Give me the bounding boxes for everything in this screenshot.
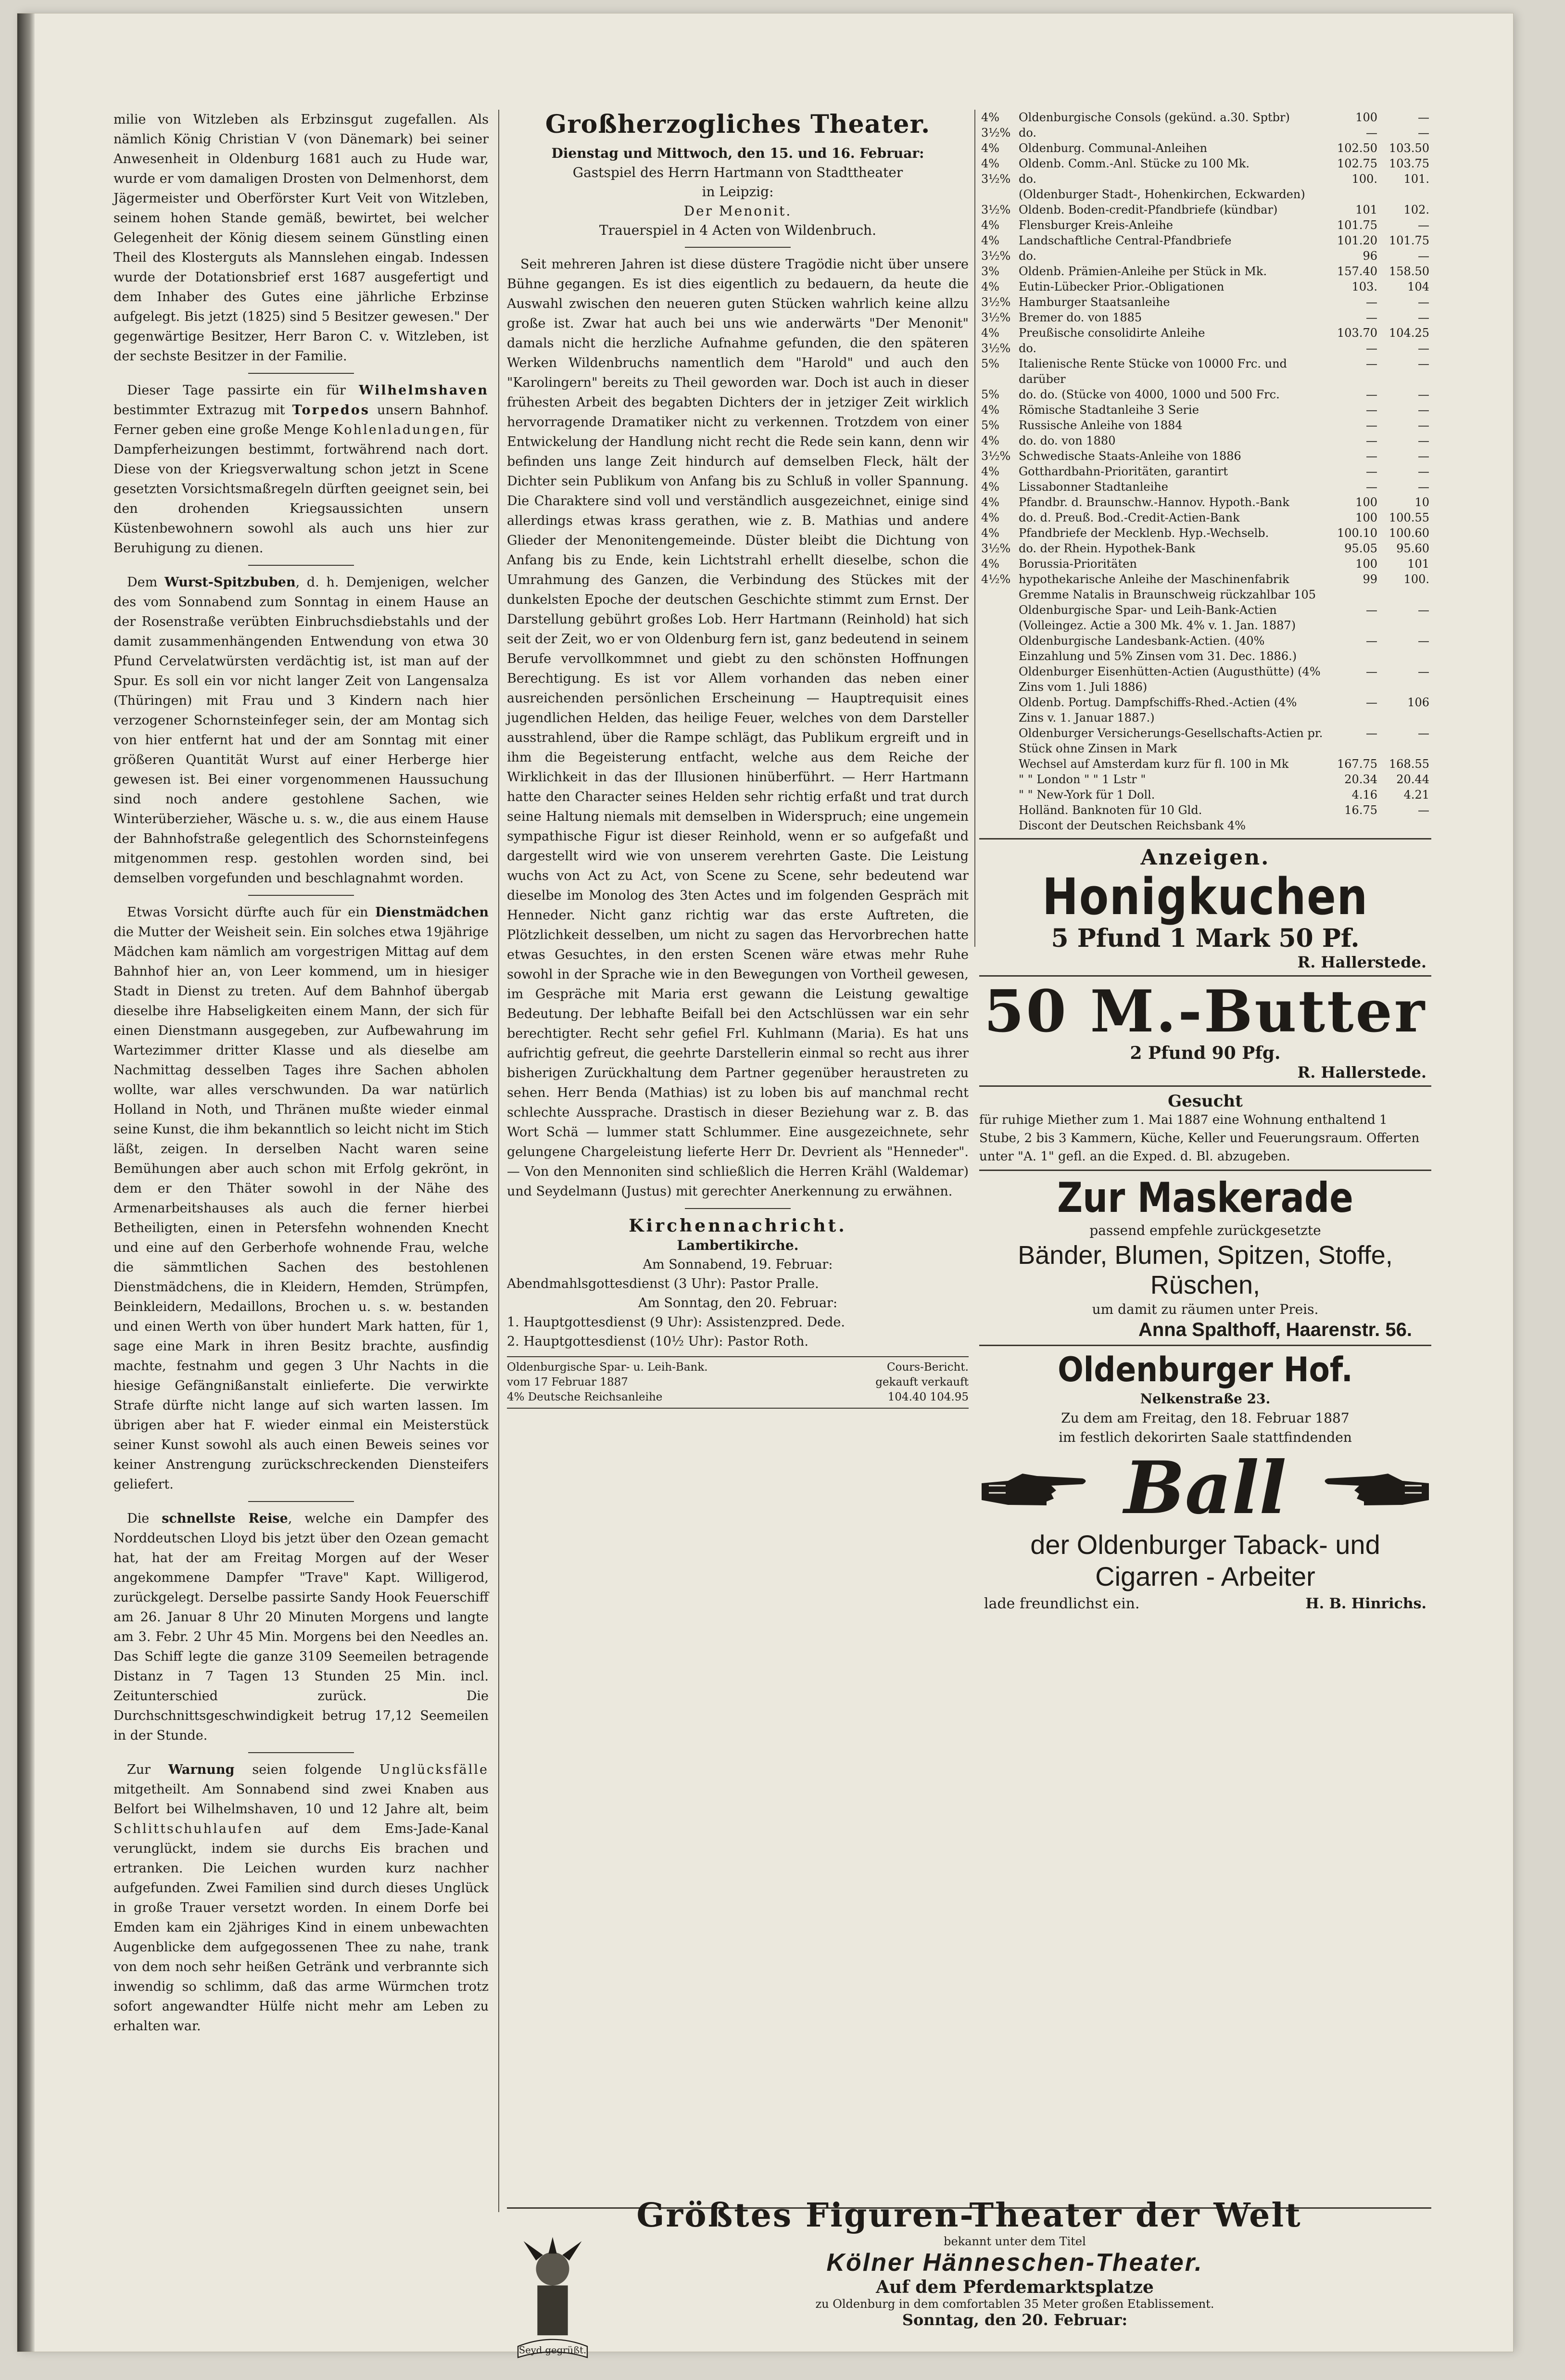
article-warnung: Zur Warnung seien folgende Unglücksfälle mitgetheilt. Am Sonnabend sind zwei Knaben aus Belfort bei Wilhelmshaven, 10 und 12 Jahre alt, beim Schlittschuhlaufen auf dem Ems-Jade-Kanal verunglückt, indem sie durchs Eis brachen und ertranken. Die Leichen wurden kurz nachher aufgefunden. Zwei Familien sind durch dieses Unglück in große Trauer versetzt worden. In einem Dorfe bei Emden kam ein 2jähriges Kind in einem unbewachten Augenblicke dem aufgegossenen Thee zu nahe, trank von dem noch sehr heißen Getränk und verbrannte sich inwendig so schlimm, daß das arme Würmchen trotz sofort angewandter Hülfe nicht mehr am Leben zu erhalten war.	[114, 1762, 489, 2034]
stock-row	[979, 294, 1431, 310]
stock-name: do.	[1019, 342, 1037, 355]
church-line: 1. Hauptgottesdienst (9 Uhr): Assistenzpred. Dede.	[507, 1315, 845, 1330]
ad-maskerade-line: Rüschen,	[1150, 1271, 1261, 1299]
ad-figurentheater-sub: bekannt unter dem Titel	[944, 2235, 1086, 2248]
bank-name: Oldenburgische Spar- u. Leih-Bank.	[507, 1361, 708, 1374]
theater-guest: Gastspiel des Herrn Hartmann von Stadttheater	[572, 165, 903, 180]
stock-buy: —	[1366, 311, 1377, 324]
stock-sell: 4.21	[1403, 788, 1429, 802]
stock-row	[979, 310, 1431, 325]
stock-buy: —	[1366, 126, 1377, 140]
ad-figurentheater-title: Größtes Figuren-Theater der Welt	[636, 2196, 1302, 2235]
ad-maskerade-line: um damit zu räumen unter Preis.	[1092, 1301, 1319, 1317]
stock-sell: —	[1418, 295, 1429, 309]
bank-date: vom 17 Februar 1887	[507, 1376, 628, 1388]
bank-values: 104.40 104.95	[887, 1391, 969, 1403]
stock-row	[979, 264, 1431, 279]
stock-name: Schwedische Staats-Anleihe von 1886	[1019, 449, 1241, 463]
stock-buy: 157.40	[1337, 265, 1377, 278]
divider	[248, 895, 354, 896]
stock-name: Wechsel auf Amsterdam kurz für fl. 100 in Mk	[1019, 757, 1289, 771]
stock-buy: 101.20	[1337, 234, 1377, 247]
stock-pct: 4%	[981, 218, 1000, 232]
ad-ball-line: Cigarren - Arbeiter	[1095, 1561, 1315, 1591]
stock-sell: 100.60	[1389, 526, 1429, 540]
divider	[979, 838, 1431, 840]
stock-sell: 158.50	[1389, 265, 1429, 278]
stock-sell: —	[1418, 111, 1429, 124]
bank-columns: gekauft verkauft	[875, 1376, 969, 1388]
stock-name: do. do. von 1880	[1019, 434, 1116, 447]
stock-sell: —	[1418, 311, 1429, 324]
theater-review: Seit mehreren Jahren ist diese düstere Tragödie nicht über unsere Bühne gegangen. Es ist dies eigentlich zu bedauern, da heute die Auswahl zwischen den neueren guten Stücken wahrlich keine allzu große ist. Zwar hat auch bei uns wie anderwärts "Der Menonit" damals nicht die herzliche Aufnahme gefunden, die den späteren Werken Wildenbruchs namentlich dem "Harold" und auch den "Karolingern" bereits zu Theil geworden war. Doch ist auch in dieser frühesten Arbeit des begabten Dichters der in jetziger Zeit wirklich hervorragende Dramatiker nicht zu verkennen. Trotzdem von einer Entwickelung der Handlung nicht recht die Rede sein kann, denn wir befinden uns lange Zeit hindurch auf demselben Fleck, hält der Dichter sein Publikum von Anfang bis zu Schluß in voller Spannung. Die Charaktere sind voll und verständlich ausgezeichnet, einige sind allerdings etwas krass gerathen, wie z. B. Mathias und andere Glieder der Menonitengemeinde. Düster bleibt die Dichtung von Anfang bis zu Ende, kein Lichtstrahl erhellt dieselbe, schon die Umrahmung des Ganzen, die Verbindung des Stückes mit der dunkelsten Epoche der deutschen Geschichte stimmt zum Ernst. Der Darstellung gebührt großes Lob. Herr Hartmann (Reinhold) hat sich seit der Zeit, wo er von Oldenburg fern ist, ganz bedeutend in seinem Berufe vervollkommnet und giebt zu den schönsten Hoffnungen Berechtigung. Es ist vor Allem vorhanden das neben einer ausreichenden persönlichen Erscheinung — Hauptrequisit eines jugendlichen Helden, das heilige Feuer, welches von dem Darsteller ausstrahlend, über die Rampe schlägt, das Publikum ergreift und in ihm die Begeisterung entfacht, welche aus dem Reiche der Wirklichkeit in das der Illusionen hinüberführt. — Herr Hartmann hatte den Character seines Helden sehr richtig erfaßt und trat durch seine Haltung niemals mit demselben in Widerspruch; eine ungemein sympathische Figur ist dieser Reinhold, wenn er so aufgefaßt und dargestellt wird wie von unserem verehrten Gaste. Die Leistung wuchs von Act zu Act, von Scene zu Scene, sehr bedeutend war dieselbe im Monolog des 3ten Actes und im folgenden Gespräch mit Henneder. Nicht ganz richtig war das erste Auftreten, die Plötzlichkeit desselben, um nicht zu sagen das Hervorbrechen hatte etwas Gesuchtes, in den ersten Scenen wäre etwas mehr Ruhe sowohl in der Sprache wie in den Bewegungen von Vortheil gewesen, im Gespräche mit Maria erst gewann die Leistung gewaltige Bedeutung. Der lebhafte Beifall bei den Actschlüssen war ein sehr berechtigter. Recht sehr gefiel Frl. Kuhlmann (Maria). Es hat uns aufrichtig gefreut, die geehrte Darstellerin einmal so recht aus ihrer bisherigen Zurückhaltung dem Partner gegenüber heraustreten zu sehen. Herr Benda (Mathias) ist zu loben bis auf manchmal recht schlechte Aussprache. Drastisch in dieser Beziehung war z. B. das Wort Schä — lummer statt Schlummer. Eine ausgezeichnete, sehr gelungene Chargeleistung lieferte Herr Dr. Devrient als "Henneder". — Von den Mennoniten sind schließlich die Herren Krähl (Waldemar) und Seydelmann (Justus) mit gerechter Anerkennung zu erwähnen.	[507, 257, 969, 1199]
ad-hof-line: im festlich dekorirten Saale stattfindenden	[1059, 1429, 1352, 1445]
stock-pct: 4%	[981, 326, 1000, 340]
article-dienstmaedchen: Etwas Vorsicht dürfte auch für ein Dienstmädchen die Mutter der Weisheit sein. Ein solches etwa 19jährige Mädchen kam nämlich am vorgestrigen Mittag auf dem Bahnhof hier an, von Leer kommend, um in hiesiger Stadt in Dienst zu treten. Auf dem Bahnhof übergab dieselbe ihre Habseligkeiten einem Mann, der sich für einen Dienstmann ausgegeben, zur Aufbewahrung im Wartezimmer dritter Klasse und als dieselbe am Nachmittag desselben Tages ihre Sachen abholen wollte, war alles verschwunden. Da war natürlich Holland in Noth, und Thränen mußte wieder einmal seine Kunst, die ihm bekanntlich so leicht nicht im Stich läßt, zeigen. In derselben Nacht waren seine Bemühungen aber auch schon mit Erfolg gekrönt, in dem er den Thäter sowohl in der Nähe des Armenarbeitshauses als auch die ferner hierbei Betheiligten, einen in Petersfehn wohnenden Knecht und eine auf den Gerberhofe wohnende Frau, welche die sämmtlichen Sachen des bestohlenen Dienstmädchens, die in Kleidern, Hemden, Strümpfen, Beinkleidern, Medaillons, Brochen u. s. w. bestanden und einen Werth von über hundert Mark hatten, für 1, sage eine Mark in ihren Besitz brachte, ausfindig machte, festnahm und gegen 3 Uhr Nachts in die hiesige Gefängnißanstalt einlieferte. Die verwirkte Strafe dürfte nicht lange auf sich warten lassen. Im übrigen aber hat F. wieder einmal ein Meisterstück seiner Kunst sowohl als auch einen Beweis seines vor keiner Anstrengung zurückschreckenden Diensteifers geliefert.	[114, 905, 489, 1492]
ad-ball-line: der Oldenburger Taback- und	[1030, 1529, 1380, 1560]
stock-name: do.	[1019, 126, 1037, 140]
play-subtitle: Trauerspiel in 4 Acten von Wildenbruch.	[599, 222, 876, 238]
stock-row	[979, 356, 1431, 387]
ad-figurentheater-place: Auf dem Pferdemarktsplatze	[876, 2277, 1154, 2297]
ad-hof-title: Oldenburger Hof.	[1058, 1350, 1353, 1389]
stock-name: Oldenburgische Landesbank-Actien. (40% Einzahlung und 5% Zinsen vom 31. Dec. 1886.)	[1019, 634, 1297, 663]
stock-pct	[979, 818, 1017, 833]
stock-pct: 4%	[981, 157, 1000, 170]
stock-pct: 3½%	[981, 542, 1011, 555]
column-rule	[498, 110, 499, 2212]
stock-row	[979, 772, 1431, 787]
divider	[979, 975, 1431, 977]
divider	[685, 247, 791, 248]
ad-honig-price: 5 Pfund 1 Mark 50 Pf.	[1051, 924, 1360, 953]
article-witzleben: milie von Witzleben als Erbzinsgut zugefallen. Als nämlich König Christian V (von Dänemark) bei seiner Anwesenheit in Oldenburg 1681 auch zu Hude war, wurde er vom damaligen Drosten von Delmenhorst, dem Jägermeister und Oberförster Kurt Veit von Witzleben, seinem hohen Stande gemäß, bewirtet, bei welcher Gelegenheit der König diesem seinem Günstling einen Theil des Klosterguts als Mannslehen eingab. Indessen wurde der Dotationsbrief erst 1687 ausgefertigt und dem Inhaber des Gutes eine jährliche Erbzinse aufgelegt. Bis jetzt (1825) sind 5 Besitzer gewesen." Der gegenwärtige Besitzer, Herr Baron C. v. Witzleben, ist der sechste Besitzer in der Familie.	[114, 112, 489, 364]
stock-name: Lissabonner Stadtanleihe	[1019, 480, 1168, 494]
pointing-hand-right-icon	[979, 1464, 1090, 1512]
stock-pct	[979, 802, 1017, 818]
stock-sell: 101.	[1403, 172, 1429, 186]
stock-pct	[979, 602, 1017, 633]
divider	[979, 1085, 1431, 1087]
stock-buy: —	[1366, 388, 1377, 401]
stock-buy: 4.16	[1351, 788, 1377, 802]
theater-guest-city: in Leipzig:	[702, 184, 774, 200]
stock-sell: —	[1418, 603, 1429, 617]
stock-row	[979, 110, 1431, 125]
stock-pct: 3½%	[981, 449, 1011, 463]
stock-pct: 3½%	[981, 295, 1011, 309]
ad-maskerade-title: Zur Maskerade	[1057, 1174, 1353, 1222]
stock-buy: 100	[1355, 511, 1377, 524]
stock-name: Oldenb. Boden-credit-Pfandbriefe (kündbar)	[1019, 203, 1278, 216]
stock-sell: 104	[1407, 280, 1429, 293]
article-reise: Die schnellste Reise, welche ein Dampfer des Norddeutschen Lloyd bis jetzt über den Ozean gemacht hat, hat der am Freitag Morgen auf der Weser angekommene Dampfer "Trave" Kapt. Willigerod, zurückgelegt. Derselbe passirte Sandy Hook Feuerschiff am 26. Januar 8 Uhr 20 Minuten Morgens und langte am 3. Febr. 2 Uhr 45 Min. Morgens bei den Needles an. Das Schiff legte die ganze 3109 Seemeilen betragende Distanz in 7 Tagen 13 Stunden 25 Min. incl. Zeitunterschied zurück. Die Durchschnittsgeschwindigkeit betrug 17,12 Seemeilen in der Stunde.	[114, 1511, 489, 1743]
stock-pct: 4%	[981, 496, 1000, 509]
stock-pct: 4%	[981, 511, 1000, 524]
stock-pct: 4%	[981, 234, 1000, 247]
stock-pct: 4%	[981, 434, 1000, 447]
stock-pct: 3½%	[981, 203, 1011, 216]
stock-name: (Oldenburger Stadt-, Hohenkirchen, Eckwarden)	[1019, 188, 1305, 201]
stock-buy: —	[1366, 449, 1377, 463]
column-rule	[974, 110, 975, 947]
stock-name: Holländ. Banknoten für 10 Gld.	[1019, 803, 1202, 817]
jester-banner-text: Seyd gegrüßt.	[518, 2344, 587, 2356]
stock-buy: 102.50	[1337, 141, 1377, 155]
divider	[685, 1208, 791, 1209]
stock-row	[979, 541, 1431, 556]
binding-edge	[17, 13, 35, 2352]
ad-maskerade-line: Bänder, Blumen, Spitzen, Stoffe,	[1018, 1241, 1393, 1270]
stock-row	[979, 125, 1431, 140]
stock-sell: 106	[1407, 696, 1429, 709]
stock-buy: —	[1366, 603, 1377, 617]
stock-name: Oldenb. Comm.-Anl. Stücke zu 100 Mk.	[1019, 157, 1250, 170]
stock-sell: 103.50	[1389, 141, 1429, 155]
stock-name: Hamburger Staatsanleihe	[1019, 295, 1170, 309]
pointing-hand-left-icon	[1321, 1464, 1431, 1512]
stock-buy: 167.75	[1337, 757, 1377, 771]
ad-ball-footer	[979, 1592, 1431, 1615]
stock-name: Landschaftliche Central-Pfandbriefe	[1019, 234, 1232, 247]
stock-sell	[1379, 818, 1431, 833]
stock-row	[979, 464, 1431, 479]
stock-pct: 4%	[981, 111, 1000, 124]
stock-row	[979, 171, 1431, 187]
stock-sell: —	[1418, 665, 1429, 678]
ad-butter-price: 2 Pfund 90 Pfg.	[1130, 1043, 1281, 1063]
stock-buy: —	[1366, 726, 1377, 740]
ad-gesucht-text: für ruhige Miether zum 1. Mai 1887 eine Wohnung enthaltend 1 Stube, 2 bis 3 Kammern, Küche, Keller und Feuerungsraum. Offerten unter "A. 1" gefl. an die Exped. d. Bl. abzugeben.	[979, 1113, 1420, 1164]
stock-name: Pfandbr. d. Braunschw.-Hannov. Hypoth.-Bank	[1019, 496, 1289, 509]
ad-maskerade-signature: Anna Spalthoff, Haarenstr. 56.	[1138, 1319, 1412, 1340]
stock-pct: 5%	[981, 357, 1000, 370]
stock-buy: 102.75	[1337, 157, 1377, 170]
stock-name: Preußische consolidirte Anleihe	[1019, 326, 1205, 340]
stock-pct	[979, 187, 1017, 202]
church-line: Am Sonntag, den 20. Februar:	[638, 1296, 838, 1311]
stock-row	[979, 387, 1431, 402]
stock-row	[979, 433, 1431, 448]
ad-honig-signature: R. Hallerstede.	[1297, 953, 1426, 971]
stock-sell: 101.75	[1389, 234, 1429, 247]
stock-name: Italienische Rente Stücke von 10000 Frc. und darüber	[1019, 357, 1287, 386]
stock-sell: —	[1418, 465, 1429, 478]
theater-date: Dienstag und Mittwoch, den 15. und 16. Februar:	[551, 145, 924, 161]
stock-row	[979, 756, 1431, 772]
stock-pct	[979, 695, 1017, 725]
stock-row	[979, 572, 1431, 602]
stock-sell: —	[1418, 403, 1429, 417]
stock-row	[979, 156, 1431, 171]
stock-sell: 102.	[1403, 203, 1429, 216]
stock-sell: —	[1418, 726, 1429, 740]
stock-row	[979, 402, 1431, 418]
stock-name: do.	[1019, 249, 1037, 263]
stock-name: Borussia-Prioritäten	[1019, 557, 1137, 571]
stock-buy: 100	[1355, 496, 1377, 509]
bank-report-label: Cours-Bericht.	[887, 1361, 969, 1374]
stock-pct	[979, 633, 1017, 664]
ad-gesucht-heading: Gesucht	[1168, 1092, 1243, 1111]
divider	[248, 565, 354, 566]
stock-buy: —	[1366, 403, 1377, 417]
stock-buy: 99	[1363, 573, 1377, 586]
stock-sell: 100.	[1403, 573, 1429, 586]
stock-pct	[979, 664, 1017, 695]
stock-row	[979, 341, 1431, 356]
article-torpedos: Dieser Tage passirte ein für Wilhelmshaven bestimmter Extrazug mit Torpedos unsern Bahnhof. Ferner geben eine große Menge Kohlenladungen, für Dampferheizungen bestimmt, fortwährend nach dort. Diese von der Kriegsverwaltung schon jetzt in Scene gesetzten Vorsichtsmaßregeln dürften geeignet sein, bei den drohenden Kriegsaussichten unsern Küstenbewohnern sowohl als auch uns hier zur Beruhigung zu dienen.	[114, 383, 489, 556]
stock-buy: 100.	[1351, 172, 1377, 186]
stock-buy	[1327, 187, 1379, 202]
jester-illustration	[507, 2235, 598, 2369]
article-wurst: Dem Wurst-Spitzbuben, d. h. Demjenigen, welcher des vom Sonnabend zum Sonntag in einem Hause an der Rosenstraße verübten Einbruchsdiebstahls und der damit zusammenhängenden Entwendung von etwa 30 Pfund Cervelatwürsten verdächtig ist, ist man auf der Spur. Es soll ein vor nicht langer Zeit von Langensalza (Thüringen) mit Frau und 3 Kindern nach hier verzogener Schornsteinfeger sein, der am Montag sich von hier entfernt hat und der am Sonntag mit einer größeren Quantität Wurst auf einer Herberge hier gewesen ist. Bei einer vorgenommenen Haussuchung sind noch andere gestohlene Sachen, wie Winterüberzieher, Wäsche u. s. w., die aus einem Hause der Bahnhofstraße gelegentlich des Schornsteinfegens mitgenommen resp. gestohlen worden sind, bei demselben vorgefunden und beschlagnahmt worden.	[114, 575, 489, 886]
stock-buy: 103.70	[1337, 326, 1377, 340]
stock-sell: —	[1418, 480, 1429, 494]
stock-buy: —	[1366, 342, 1377, 355]
stock-name: do.	[1019, 172, 1037, 186]
stock-name: Oldenb. Portug. Dampfschiffs-Rhed.-Actien (4% Zins v. 1. Januar 1887.)	[1019, 696, 1297, 725]
stock-table	[979, 110, 1431, 833]
church-line: 2. Hauptgottesdienst (10½ Uhr): Pastor Roth.	[507, 1334, 808, 1349]
stock-row	[979, 664, 1431, 695]
stock-name: Römische Stadtanleihe 3 Serie	[1019, 403, 1199, 417]
bank-item: 4% Deutsche Reichsanleihe	[507, 1391, 663, 1403]
divider	[979, 1345, 1431, 1346]
stock-name: Oldenburger Versicherungs-Gesellschafts-Actien pr. Stück ohne Zinsen in Mark	[1019, 726, 1323, 755]
stock-pct: 4%	[981, 480, 1000, 494]
theater-title: Großherzogliches Theater.	[545, 110, 931, 139]
stock-sell: —	[1418, 126, 1429, 140]
stock-row	[979, 448, 1431, 464]
bank-course-box	[507, 1356, 969, 1409]
stock-buy: —	[1366, 634, 1377, 648]
stock-name: Oldenburgische Consols (gekünd. a.30. Sptbr)	[1019, 111, 1290, 124]
stock-buy: —	[1366, 696, 1377, 709]
stock-buy: —	[1366, 665, 1377, 678]
ad-ball-signature: H. B. Hinrichs.	[1305, 1595, 1426, 1612]
church-line: Abendmahlsgottesdienst (3 Uhr): Pastor Pralle.	[507, 1276, 819, 1291]
stock-buy: —	[1366, 295, 1377, 309]
ad-figurentheater-name: Kölner Hänneschen-Theater.	[826, 2249, 1203, 2277]
stock-row	[979, 525, 1431, 541]
stock-buy: —	[1366, 357, 1377, 370]
divider	[248, 373, 354, 374]
stock-name: Eutin-Lübecker Prior.-Obligationen	[1019, 280, 1224, 293]
stock-row	[979, 495, 1431, 510]
stock-sell: —	[1418, 342, 1429, 355]
newspaper-page	[17, 13, 1513, 2352]
stock-pct: 5%	[981, 419, 1000, 432]
stock-sell: 95.60	[1396, 542, 1429, 555]
stock-name: Flensburger Kreis-Anleihe	[1019, 218, 1173, 232]
stock-sell: —	[1418, 634, 1429, 648]
stock-pct: 4%	[981, 280, 1000, 293]
stock-sell: 103.75	[1389, 157, 1429, 170]
column-local-news	[114, 110, 489, 2039]
play-title: Der Menonit.	[683, 203, 792, 219]
stock-sell: 168.55	[1389, 757, 1429, 771]
ads-heading: Anzeigen.	[1140, 845, 1270, 870]
stock-sell: —	[1418, 388, 1429, 401]
stock-buy: —	[1366, 419, 1377, 432]
stock-sell: 101	[1407, 557, 1429, 571]
stock-name: Discont der Deutschen Reichsbank 4%	[1019, 819, 1246, 832]
stock-pct: 3½%	[981, 249, 1011, 263]
stock-pct	[979, 787, 1017, 802]
stock-row	[979, 787, 1431, 802]
stock-pct: 3½%	[981, 172, 1011, 186]
stock-name: Bremer do. von 1885	[1019, 311, 1142, 324]
stock-name: hypothekarische Anleihe der Maschinenfabrik Gremme Natalis in Braunschweig rückzahlbar 105	[1019, 573, 1316, 601]
stock-buy: 100.10	[1337, 526, 1377, 540]
stock-sell: —	[1418, 419, 1429, 432]
stock-pct: 5%	[981, 388, 1000, 401]
stock-name: do. d. Preuß. Bod.-Credit-Actien-Bank	[1019, 511, 1240, 524]
ad-butter-signature: R. Hallerstede.	[1297, 1063, 1426, 1082]
stock-pct: 4%	[981, 403, 1000, 417]
church-news-heading: Kirchennachricht.	[629, 1216, 847, 1236]
stock-buy: 20.34	[1344, 773, 1377, 786]
stock-pct: 3%	[981, 265, 1000, 278]
stock-buy: 96	[1363, 249, 1377, 263]
stock-row	[979, 818, 1431, 833]
stock-sell: —	[1418, 249, 1429, 263]
ball-row	[979, 1446, 1431, 1530]
stock-sell: —	[1418, 449, 1429, 463]
stock-buy: 100	[1355, 557, 1377, 571]
column-theater	[507, 110, 969, 1409]
stock-row	[979, 695, 1431, 725]
ad-ball-title: Ball	[1124, 1446, 1287, 1530]
stock-row	[979, 479, 1431, 495]
stock-pct: 4½%	[981, 573, 1011, 586]
stock-buy: 101	[1355, 203, 1377, 216]
stock-sell: 20.44	[1396, 773, 1429, 786]
stock-row	[979, 418, 1431, 433]
ad-figurentheater-date: Sonntag, den 20. Februar:	[902, 2311, 1128, 2329]
stock-buy: —	[1366, 480, 1377, 494]
stock-pct: 3½%	[981, 311, 1011, 324]
stock-sell: —	[1418, 218, 1429, 232]
ad-figurentheater-location: zu Oldenburg in dem comfortablen 35 Meter großen Etablissement.	[815, 2297, 1214, 2311]
stock-pct: 4%	[981, 557, 1000, 571]
stock-name: " " New-York für 1 Doll.	[1019, 788, 1155, 802]
stock-row	[979, 556, 1431, 572]
stock-sell: —	[1418, 434, 1429, 447]
ad-hof-address: Nelkenstraße 23.	[1140, 1391, 1271, 1407]
stock-row	[979, 279, 1431, 294]
stock-name: " " London " " 1 Lstr "	[1019, 773, 1146, 786]
stock-buy	[1327, 818, 1379, 833]
stock-row	[979, 202, 1431, 217]
stock-name: Oldenburger Eisenhütten-Actien (Augusthütte) (4% Zins vom 1. Juli 1886)	[1019, 665, 1321, 694]
stock-pct	[979, 756, 1017, 772]
stock-name: Gotthardbahn-Prioritäten, garantirt	[1019, 465, 1228, 478]
stock-buy: 95.05	[1344, 542, 1377, 555]
stock-buy: 100	[1355, 111, 1377, 124]
stock-name: do. do. (Stücke von 4000, 1000 und 500 Frc.	[1019, 388, 1280, 401]
stock-sell: 10	[1414, 496, 1429, 509]
stock-sell	[1379, 187, 1431, 202]
church-line: Am Sonnabend, 19. Februar:	[643, 1257, 833, 1272]
column-stocks-ads	[979, 110, 1431, 1615]
stock-buy: 101.75	[1337, 218, 1377, 232]
stock-row	[979, 802, 1431, 818]
ad-maskerade-line: passend empfehle zurückgesetzte	[1089, 1222, 1321, 1238]
ad-figurentheater	[507, 2196, 1431, 2374]
divider	[248, 1752, 354, 1753]
stock-row	[979, 140, 1431, 156]
stock-sell: 100.55	[1389, 511, 1429, 524]
stock-buy: —	[1366, 465, 1377, 478]
stock-buy: 16.75	[1344, 803, 1377, 817]
stock-pct: 3½%	[981, 342, 1011, 355]
stock-name: do. der Rhein. Hypothek-Bank	[1019, 542, 1196, 555]
stock-row	[979, 510, 1431, 525]
stock-pct	[979, 725, 1017, 756]
stock-row	[979, 633, 1431, 664]
ad-butter-title: 50 M.-Butter	[984, 978, 1427, 1045]
stock-row	[979, 325, 1431, 341]
stock-pct: 4%	[981, 526, 1000, 540]
stock-row	[979, 248, 1431, 264]
stock-buy: 103.	[1351, 280, 1377, 293]
stock-sell: —	[1418, 357, 1429, 370]
church-name: Lambertikirche.	[677, 1237, 799, 1253]
stock-buy: —	[1366, 434, 1377, 447]
divider	[248, 1501, 354, 1502]
divider	[979, 1170, 1431, 1171]
stock-row	[979, 233, 1431, 248]
stock-row	[979, 725, 1431, 756]
stock-name: Oldenburg. Communal-Anleihen	[1019, 141, 1208, 155]
stock-pct: 4%	[981, 465, 1000, 478]
stock-name: Pfandbriefe der Mecklenb. Hyp.-Wechselb.	[1019, 526, 1269, 540]
stock-row	[979, 187, 1431, 202]
ad-honig-title: Honigkuchen	[1042, 867, 1368, 926]
ad-ball-invite: lade freundlichst ein.	[984, 1595, 1140, 1612]
stock-name: Russische Anleihe von 1884	[1019, 419, 1183, 432]
ad-hof-line: Zu dem am Freitag, den 18. Februar 1887	[1061, 1410, 1350, 1426]
stock-sell: —	[1418, 803, 1429, 817]
stock-pct	[979, 772, 1017, 787]
stock-name: Oldenburgische Spar- und Leih-Bank-Actien (Volleingez. Actie a 300 Mk. 4% v. 1. Jan. 1887)	[1019, 603, 1296, 632]
stock-pct: 3½%	[981, 126, 1011, 140]
stock-row	[979, 217, 1431, 233]
stock-pct: 4%	[981, 141, 1000, 155]
stock-name: Oldenb. Prämien-Anleihe per Stück in Mk.	[1019, 265, 1267, 278]
stock-sell: 104.25	[1389, 326, 1429, 340]
stock-row	[979, 602, 1431, 633]
